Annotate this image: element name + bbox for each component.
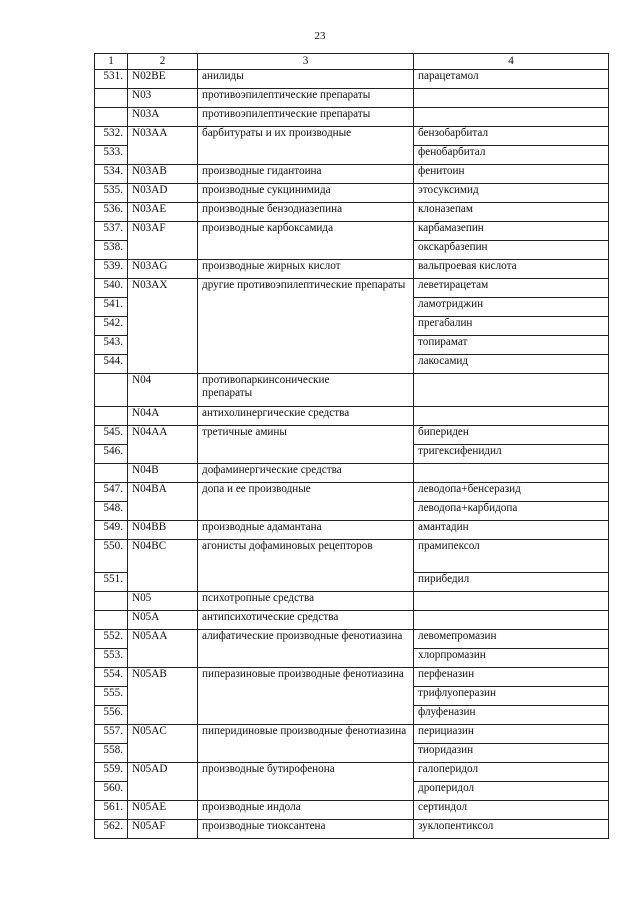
table-row (95, 592, 609, 611)
row-number: 553. (95, 649, 128, 668)
table-row (95, 725, 609, 744)
column-header-drug: 4 (414, 54, 609, 70)
drug-name: леводопа+бенсеразид (414, 483, 609, 502)
table-row (95, 611, 609, 630)
group-description: дофаминергические средства (198, 464, 414, 483)
row-number (95, 592, 128, 611)
table-row (95, 540, 609, 573)
drug-name: клоназепам (414, 203, 609, 222)
group-description: противоэпилептические препараты (198, 89, 414, 108)
table-row (95, 668, 609, 687)
table-row (95, 483, 609, 502)
group-description: психотропные средства (198, 592, 414, 611)
table-row (95, 630, 609, 649)
row-number: 541. (95, 298, 128, 317)
drug-name: фенитоин (414, 165, 609, 184)
table-row (95, 426, 609, 445)
group-description: производные жирных кислот (198, 260, 414, 279)
atc-code: N03AG (128, 260, 198, 279)
group-description: третичные амины (198, 426, 414, 464)
atc-code: N02BE (128, 70, 198, 89)
row-number: 549. (95, 521, 128, 540)
row-number: 545. (95, 426, 128, 445)
drug-name (414, 592, 609, 611)
drug-name: зуклопентиксол (414, 820, 609, 839)
row-number: 534. (95, 165, 128, 184)
row-number: 552. (95, 630, 128, 649)
group-description: алифатические производные фенотиазина (198, 630, 414, 668)
table-row (95, 203, 609, 222)
group-description: антихолинергические средства (198, 407, 414, 426)
group-description: производные карбоксамида (198, 222, 414, 260)
row-number: 543. (95, 336, 128, 355)
atc-code: N03AD (128, 184, 198, 203)
drug-name: пирибедил (414, 573, 609, 592)
drug-name (414, 108, 609, 127)
row-number: 542. (95, 317, 128, 336)
row-number: 562. (95, 820, 128, 839)
row-number: 554. (95, 668, 128, 687)
row-number (95, 611, 128, 630)
drug-name (414, 374, 609, 407)
drug-name: леветирацетам (414, 279, 609, 298)
table-row (95, 801, 609, 820)
atc-code: N03AB (128, 165, 198, 184)
group-description: другие противоэпилептические препараты (198, 279, 414, 374)
group-description: производные адамантана (198, 521, 414, 540)
row-number: 551. (95, 573, 128, 592)
atc-code: N04A (128, 407, 198, 426)
table-row (95, 127, 609, 146)
table-row (95, 521, 609, 540)
table-header-row (95, 54, 609, 70)
row-number: 560. (95, 782, 128, 801)
group-description: пиперазиновые производные фенотиазина (198, 668, 414, 725)
drug-name: этосуксимид (414, 184, 609, 203)
drug-name: тиоридазин (414, 744, 609, 763)
group-description: производные гидантоина (198, 165, 414, 184)
row-number: 557. (95, 725, 128, 744)
column-header-description: 3 (198, 54, 414, 70)
table-row (95, 165, 609, 184)
drug-name: лакосамид (414, 355, 609, 374)
drug-name: леводопа+карбидопа (414, 502, 609, 521)
atc-code: N05AD (128, 763, 198, 801)
atc-code: N05A (128, 611, 198, 630)
drug-name: дроперидол (414, 782, 609, 801)
atc-code: N05AA (128, 630, 198, 668)
row-number: 539. (95, 260, 128, 279)
table-row (95, 464, 609, 483)
row-number: 548. (95, 502, 128, 521)
row-number: 531. (95, 70, 128, 89)
row-number (95, 108, 128, 127)
row-number: 555. (95, 687, 128, 706)
table-row (95, 70, 609, 89)
atc-code: N04 (128, 374, 198, 407)
drug-name (414, 611, 609, 630)
drug-name: хлорпромазин (414, 649, 609, 668)
row-number: 535. (95, 184, 128, 203)
table-row (95, 763, 609, 782)
atc-code: N03AF (128, 222, 198, 260)
row-number: 547. (95, 483, 128, 502)
atc-code: N03AX (128, 279, 198, 374)
row-number: 544. (95, 355, 128, 374)
drug-table (94, 53, 609, 839)
table-row (95, 820, 609, 839)
drug-name: галоперидол (414, 763, 609, 782)
atc-code: N03A (128, 108, 198, 127)
group-description: агонисты дофаминовых рецепторов (198, 540, 414, 592)
row-number: 558. (95, 744, 128, 763)
group-description: производные тиоксантена (198, 820, 414, 839)
group-description: антипсихотические средства (198, 611, 414, 630)
drug-name: перфеназин (414, 668, 609, 687)
drug-name: парацетамол (414, 70, 609, 89)
atc-code: N04AA (128, 426, 198, 464)
table-row (95, 222, 609, 241)
drug-name: бипериден (414, 426, 609, 445)
row-number: 540. (95, 279, 128, 298)
atc-code: N04B (128, 464, 198, 483)
page-number: 23 (314, 30, 326, 42)
drug-name: ламотриджин (414, 298, 609, 317)
drug-name: прегабалин (414, 317, 609, 336)
drug-name: тригексифенидил (414, 445, 609, 464)
group-description: барбитураты и их производные (198, 127, 414, 165)
group-description: противопаркинсонические препараты (198, 374, 414, 407)
table-row (95, 407, 609, 426)
drug-name: сертиндол (414, 801, 609, 820)
drug-name: левомепромазин (414, 630, 609, 649)
drug-name: флуфеназин (414, 706, 609, 725)
row-number (95, 407, 128, 426)
group-description: производные индола (198, 801, 414, 820)
row-number: 536. (95, 203, 128, 222)
table-row (95, 374, 609, 407)
atc-code: N03AE (128, 203, 198, 222)
atc-code: N05AF (128, 820, 198, 839)
row-number: 561. (95, 801, 128, 820)
drug-name (414, 407, 609, 426)
row-number: 559. (95, 763, 128, 782)
column-header-number: 1 (95, 54, 128, 70)
atc-code: N05AC (128, 725, 198, 763)
group-description: производные бутирофенона (198, 763, 414, 801)
atc-code: N05AE (128, 801, 198, 820)
atc-code: N04BB (128, 521, 198, 540)
row-number: 550. (95, 540, 128, 573)
drug-name: трифлуоперазин (414, 687, 609, 706)
atc-code: N05 (128, 592, 198, 611)
drug-name: карбамазепин (414, 222, 609, 241)
table-row (95, 89, 609, 108)
group-description: допа и ее производные (198, 483, 414, 521)
row-number: 532. (95, 127, 128, 146)
group-description: производные бензодиазепина (198, 203, 414, 222)
atc-code: N05AB (128, 668, 198, 725)
atc-code: N03 (128, 89, 198, 108)
row-number: 533. (95, 146, 128, 165)
drug-name: фенобарбитал (414, 146, 609, 165)
drug-name (414, 89, 609, 108)
table-row (95, 184, 609, 203)
group-description: пиперидиновые производные фенотиазина (198, 725, 414, 763)
atc-code: N04BA (128, 483, 198, 521)
atc-code: N03AA (128, 127, 198, 165)
drug-name: топирамат (414, 336, 609, 355)
group-description: производные сукцинимида (198, 184, 414, 203)
row-number (95, 374, 128, 407)
row-number (95, 464, 128, 483)
row-number: 538. (95, 241, 128, 260)
group-description: противоэпилептические препараты (198, 108, 414, 127)
drug-name: вальпроевая кислота (414, 260, 609, 279)
drug-name (414, 464, 609, 483)
column-header-code: 2 (128, 54, 198, 70)
drug-name: прамипексол (414, 540, 609, 573)
row-number: 556. (95, 706, 128, 725)
group-description: анилиды (198, 70, 414, 89)
drug-name: бензобарбитал (414, 127, 609, 146)
drug-name: окскарбазепин (414, 241, 609, 260)
atc-code: N04BC (128, 540, 198, 592)
drug-name: амантадин (414, 521, 609, 540)
row-number (95, 89, 128, 108)
row-number: 537. (95, 222, 128, 241)
table-row (95, 260, 609, 279)
drug-name: перициазин (414, 725, 609, 744)
table-row (95, 279, 609, 298)
table-row (95, 108, 609, 127)
row-number: 546. (95, 445, 128, 464)
